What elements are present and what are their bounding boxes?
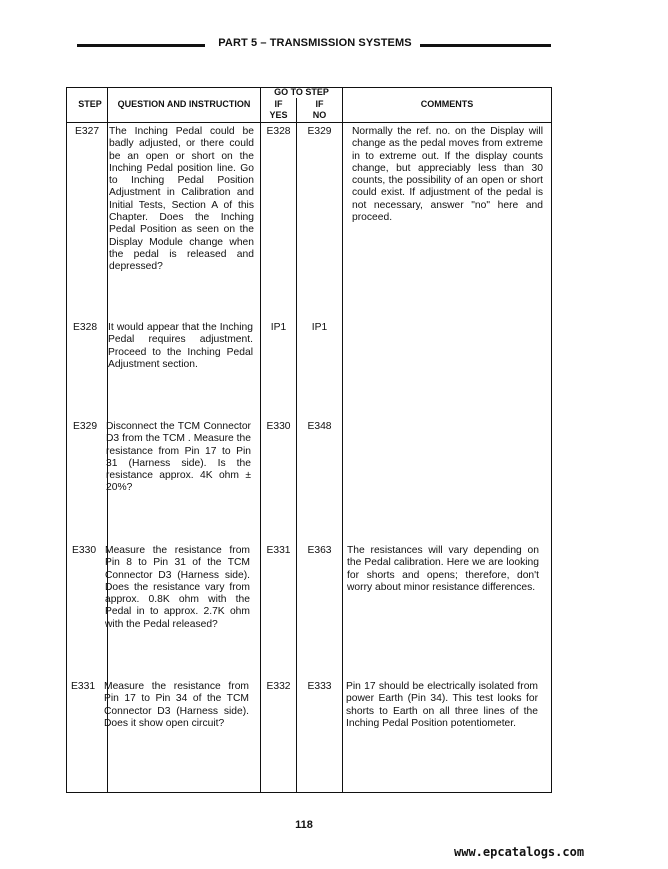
column-header-question: QUESTION AND INSTRUCTION: [117, 99, 251, 109]
goto-yes-e327: E328: [266, 126, 291, 137]
step-id-e327: E327: [75, 126, 100, 137]
page-number: 118: [295, 819, 313, 831]
step-id-e328: E328: [73, 322, 98, 333]
column-header-goto: GO TO STEP: [274, 87, 329, 97]
header-rule-right: [420, 44, 551, 47]
comment-e331: Pin 17 should be electrically isolated from power Earth (Pin 34). This test looks for shorts to Earth on all three lines of the Inching Pedal Position potentiometer.: [346, 681, 538, 729]
column-header-if-no-2: NO: [312, 110, 327, 120]
question-e328: It would appear that the Inching Pedal requires adjustment. Proceed to the Inching Pedal Adjustment section.: [108, 322, 253, 370]
comment-e330: The resistances will vary depending on the Pedal calibration. Here we are looking for shorts and opens; therefore, don't worry about minor resistance differences.: [347, 545, 539, 593]
header-rule-left: [77, 44, 205, 47]
goto-yes-e330: E331: [266, 545, 291, 556]
goto-no-e328: IP1: [311, 322, 328, 333]
goto-yes-e329: E330: [266, 421, 291, 432]
column-header-step: STEP: [78, 99, 102, 109]
goto-yes-e331: E332: [266, 681, 291, 692]
question-e331: Measure the resistance from Pin 17 to Pin 34 of the TCM Connector D3 (Harness side). Does it show open circuit?: [104, 681, 249, 729]
header-row-divider: [66, 122, 551, 123]
step-id-e331: E331: [71, 681, 96, 692]
goto-yes-e328: IP1: [270, 322, 287, 333]
column-divider-goto: [342, 87, 343, 792]
column-header-if-yes-2: YES: [269, 110, 288, 120]
table-bottom-rule: [66, 792, 551, 793]
goto-no-e330: E363: [307, 545, 332, 556]
step-id-e329: E329: [73, 421, 98, 432]
goto-no-e329: E348: [307, 421, 332, 432]
question-e330: Measure the resistance from Pin 8 to Pin 31 of the TCM Connector D3 (Harness side). Does the resistance vary from approx. 0.8K ohm with the Pedal in to approx. 2.7K ohm with the Pedal released?: [105, 545, 250, 630]
comment-e327: Normally the ref. no. on the Display will change as the pedal moves from extreme in to extreme out. If the display counts change, but appreciably less than 30 counts, the possibility of an open or short could exist. If adjustment of the pedal is not necessary, answer "no" here and proceed.: [352, 126, 543, 224]
question-e327: The Inching Pedal could be badly adjusted, or there could be an open or short on the Inching Pedal position line. Go to Inching Pedal Position Adjustment in Calibration and Initial Tests, Section A of this Chapter. Does the Inching Pedal Position as seen on the Display Module change when the pedal is released and depressed?: [109, 126, 254, 273]
goto-no-e327: E329: [307, 126, 332, 137]
watermark: www.epcatalogs.com: [454, 845, 585, 859]
step-id-e330: E330: [72, 545, 97, 556]
page-header-title: PART 5 – TRANSMISSION SYSTEMS: [218, 37, 412, 49]
column-header-if-no-1: IF: [315, 99, 324, 109]
goto-no-e331: E333: [307, 681, 332, 692]
question-e329: Disconnect the TCM Connector D3 from the TCM . Measure the resistance from Pin 17 to Pin 31 (Harness side). Is the resistance approx. 4K ohm ± 20%?: [106, 421, 251, 494]
column-header-comments: COMMENTS: [420, 99, 474, 109]
column-header-if-yes-1: IF: [274, 99, 283, 109]
